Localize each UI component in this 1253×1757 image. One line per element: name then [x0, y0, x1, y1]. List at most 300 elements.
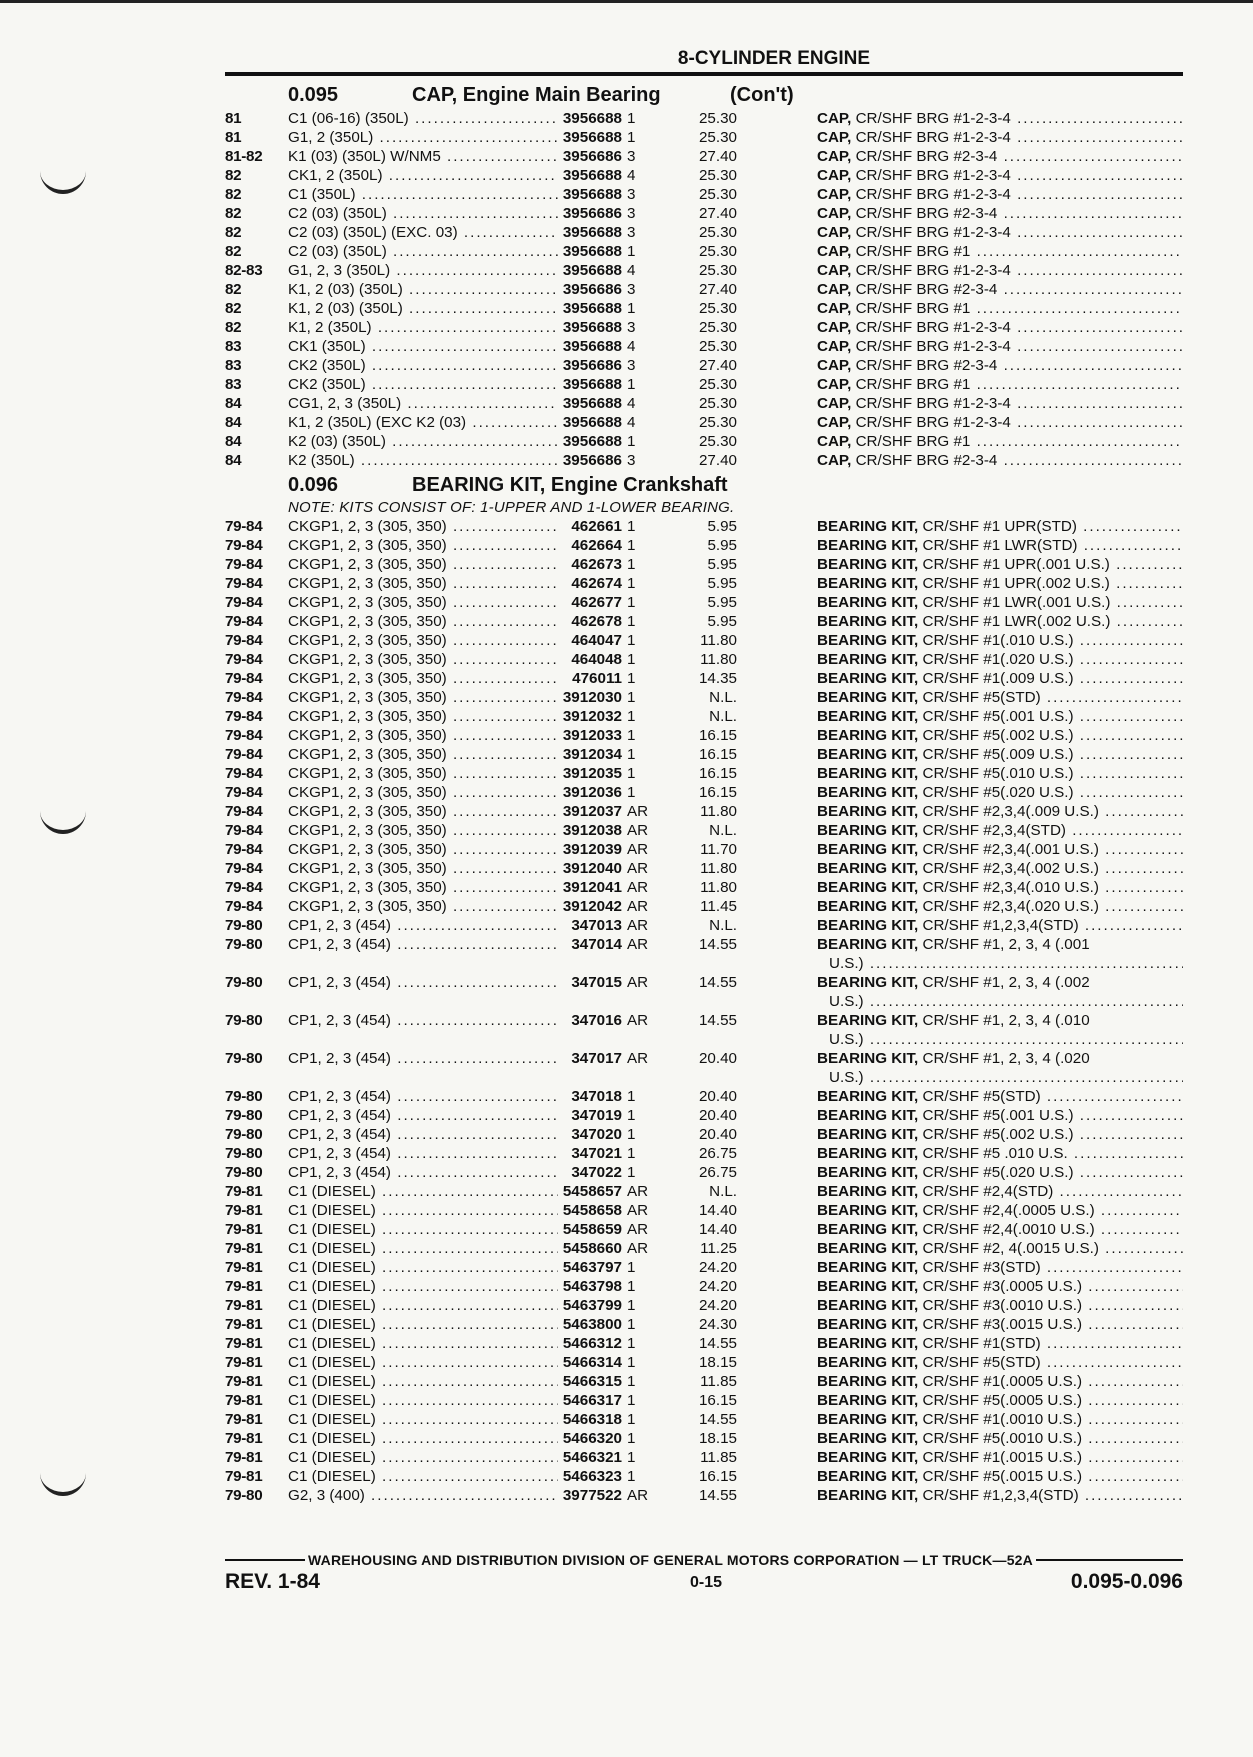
year-cell: 82 — [225, 281, 242, 298]
quantity-cell: AR — [627, 803, 649, 820]
quantity-cell: AR — [627, 1487, 649, 1504]
description-cell — [817, 1201, 1183, 1220]
model-cell: CKGP1, 2, 3 (305, 350) ..... — [288, 536, 558, 555]
table-row — [225, 223, 1183, 242]
description-text: CR/SHF #2,3,4(.010 U.S.) ..... — [923, 879, 1184, 896]
description-text: CR/SHF #5(.010 U.S.) ..... — [923, 765, 1184, 782]
description-text: CR/SHF BRG #2-3-4 ..... — [856, 452, 1183, 469]
description-keyword: BEARING KIT, — [817, 632, 919, 649]
description-text: CR/SHF BRG #1-2-3-4 ..... — [856, 186, 1183, 203]
description-cell — [817, 517, 1183, 536]
model-cell: CKGP1, 2, 3 (305, 350) ..... — [288, 821, 558, 840]
description-cell — [817, 973, 1183, 1011]
quantity-cell: 1 — [627, 784, 636, 801]
description-cell — [817, 1011, 1183, 1049]
description-text: CR/SHF #1 LWR(.001 U.S.) ..... — [923, 594, 1184, 611]
price-cell: 25.30 — [698, 129, 737, 146]
description-keyword: CAP, — [817, 452, 852, 469]
quantity-cell: 1 — [627, 746, 636, 763]
part-number-cell: 464047 — [571, 632, 622, 649]
quantity-cell: 1 — [627, 1373, 636, 1390]
price-cell: 25.30 — [698, 395, 737, 412]
section-cont: (Con't) — [730, 84, 794, 106]
model-cell: CKGP1, 2, 3 (305, 350) ..... — [288, 650, 558, 669]
price-cell: N.L. — [709, 822, 737, 839]
catalog-page — [225, 48, 1183, 1505]
quantity-cell: 1 — [627, 300, 636, 317]
part-number-cell: 3912038 — [562, 822, 622, 839]
model-cell: CKGP1, 2, 3 (305, 350) ..... — [288, 840, 558, 859]
year-cell: 83 — [225, 357, 242, 374]
year-cell: 79-84 — [225, 803, 263, 820]
part-number-cell: 3956688 — [562, 319, 622, 336]
description-cell — [817, 840, 1183, 859]
description-keyword: BEARING KIT, — [817, 1430, 919, 1447]
table-row — [225, 878, 1183, 897]
model-cell: CK2 (350L) ..... — [288, 375, 558, 394]
model-cell: CP1, 2, 3 (454) ..... — [288, 1163, 558, 1182]
model-cell: CKGP1, 2, 3 (305, 350) ..... — [288, 897, 558, 916]
price-cell: 11.45 — [700, 898, 737, 915]
price-cell: N.L. — [709, 917, 737, 934]
description-cell — [817, 147, 1183, 166]
description-text: CR/SHF #1, 2, 3, 4 (.001 — [922, 936, 1090, 953]
description-text: CR/SHF #2, 4(.0015 U.S.) ..... — [923, 1240, 1184, 1257]
part-number-cell: 3956686 — [562, 148, 622, 165]
price-cell: 11.25 — [700, 1240, 737, 1257]
description-keyword: BEARING KIT, — [817, 1050, 919, 1067]
description-text: CR/SHF #1, 2, 3, 4 (.002 — [922, 974, 1090, 991]
price-cell: 5.95 — [707, 556, 737, 573]
quantity-cell: 1 — [627, 670, 636, 687]
description-keyword: BEARING KIT, — [817, 879, 919, 896]
model-cell: CG1, 2, 3 (350L) ..... — [288, 394, 558, 413]
model-cell: CKGP1, 2, 3 (305, 350) ..... — [288, 517, 558, 536]
year-cell: 82 — [225, 319, 242, 336]
quantity-cell: 1 — [627, 433, 636, 450]
description-keyword: BEARING KIT, — [817, 1126, 919, 1143]
quantity-cell: AR — [627, 1240, 649, 1257]
description-keyword: BEARING KIT, — [817, 727, 919, 744]
table-row — [225, 1486, 1183, 1505]
table-row — [225, 1277, 1183, 1296]
description-text: CR/SHF BRG #1 ..... — [856, 433, 1183, 450]
description-text: CR/SHF #1 LWR(STD) ..... — [923, 537, 1184, 554]
model-cell: C1 (DIESEL) ..... — [288, 1182, 558, 1201]
model-cell: CKGP1, 2, 3 (305, 350) ..... — [288, 764, 558, 783]
description-cell — [817, 802, 1183, 821]
description-cell — [817, 337, 1183, 356]
description-continuation: U.S.) ..... — [817, 1030, 1183, 1049]
quantity-cell: 1 — [627, 243, 636, 260]
price-cell: 20.40 — [698, 1126, 737, 1143]
description-keyword: CAP, — [817, 262, 852, 279]
description-cell — [817, 726, 1183, 745]
year-cell: 79-80 — [225, 1164, 263, 1181]
table-row — [225, 337, 1183, 356]
year-cell: 79-81 — [225, 1316, 263, 1333]
description-cell — [817, 1277, 1183, 1296]
price-cell: 11.80 — [700, 651, 737, 668]
model-cell: C1 (DIESEL) ..... — [288, 1201, 558, 1220]
price-cell: 25.30 — [698, 224, 737, 241]
model-cell: C1 (350L) ..... — [288, 185, 558, 204]
part-number-cell: 3912033 — [562, 727, 622, 744]
model-cell: C1 (DIESEL) ..... — [288, 1353, 558, 1372]
year-cell: 79-84 — [225, 708, 263, 725]
description-cell — [817, 745, 1183, 764]
quantity-cell: 4 — [627, 262, 636, 279]
quantity-cell: 1 — [627, 1354, 636, 1371]
table-row — [225, 280, 1183, 299]
model-cell: CP1, 2, 3 (454) ..... — [288, 1144, 558, 1163]
year-cell: 81-82 — [225, 148, 263, 165]
price-cell: 11.85 — [700, 1449, 737, 1466]
price-cell: 20.40 — [698, 1088, 737, 1105]
parts-listing — [225, 80, 1183, 1505]
description-cell — [817, 669, 1183, 688]
binder-hole-mark — [40, 1470, 86, 1496]
description-cell — [817, 1429, 1183, 1448]
year-cell: 79-81 — [225, 1297, 263, 1314]
description-text: CR/SHF #2,3,4(.009 U.S.) ..... — [923, 803, 1184, 820]
part-number-cell: 462673 — [571, 556, 622, 573]
part-number-cell: 5466318 — [562, 1411, 622, 1428]
year-cell: 79-84 — [225, 537, 263, 554]
part-number-cell: 462664 — [571, 537, 622, 554]
model-cell: K2 (03) (350L) ..... — [288, 432, 558, 451]
price-cell: 25.30 — [698, 186, 737, 203]
description-cell — [817, 375, 1183, 394]
description-text: CR/SHF #5(STD) ..... — [923, 1354, 1184, 1371]
section-range: 0.095-0.096 — [1070, 1570, 1183, 1593]
description-text: CR/SHF #5(.0010 U.S.) ..... — [923, 1430, 1184, 1447]
description-keyword: BEARING KIT, — [817, 1373, 919, 1390]
table-row — [225, 783, 1183, 802]
description-text: CR/SHF BRG #1 ..... — [856, 300, 1183, 317]
price-cell: 25.30 — [698, 167, 737, 184]
description-keyword: BEARING KIT, — [817, 1107, 919, 1124]
table-row — [225, 688, 1183, 707]
price-cell: 14.55 — [698, 1012, 737, 1029]
price-cell: 25.30 — [698, 414, 737, 431]
description-cell — [817, 1410, 1183, 1429]
price-cell: 11.80 — [700, 632, 737, 649]
description-cell — [817, 185, 1183, 204]
description-keyword: BEARING KIT, — [817, 708, 919, 725]
model-cell: G1, 2, 3 (350L) ..... — [288, 261, 558, 280]
model-cell: C1 (DIESEL) ..... — [288, 1334, 558, 1353]
year-cell: 79-84 — [225, 670, 263, 687]
description-text: CR/SHF #3(.0005 U.S.) ..... — [923, 1278, 1184, 1295]
part-number-cell: 3956686 — [562, 357, 622, 374]
year-cell: 79-81 — [225, 1335, 263, 1352]
quantity-cell: 3 — [627, 319, 636, 336]
year-cell: 83 — [225, 338, 242, 355]
price-cell: 24.20 — [698, 1297, 737, 1314]
part-number-cell: 5466312 — [562, 1335, 622, 1352]
description-cell — [817, 612, 1183, 631]
price-cell: 14.55 — [698, 974, 737, 991]
year-cell: 84 — [225, 433, 242, 450]
page-header: 8-CYLINDER ENGINE — [677, 48, 871, 69]
description-keyword: CAP, — [817, 243, 852, 260]
description-text: CR/SHF BRG #1 ..... — [856, 376, 1183, 393]
part-number-cell: 3956688 — [562, 167, 622, 184]
model-cell: C1 (DIESEL) ..... — [288, 1372, 558, 1391]
table-row — [225, 1011, 1183, 1049]
part-number-cell: 347014 — [571, 936, 622, 953]
price-cell: N.L. — [709, 1183, 737, 1200]
part-number-cell: 462674 — [571, 575, 622, 592]
part-number-cell: 5466321 — [562, 1449, 622, 1466]
description-cell — [817, 631, 1183, 650]
part-number-cell: 3977522 — [562, 1487, 622, 1504]
quantity-cell: 1 — [627, 1145, 636, 1162]
description-text: CR/SHF BRG #2-3-4 ..... — [856, 148, 1183, 165]
year-cell: 84 — [225, 452, 242, 469]
part-number-cell: 347019 — [571, 1107, 622, 1124]
model-cell: K1, 2 (350L) (EXC K2 (03) ..... — [288, 413, 558, 432]
description-continuation: U.S.) ..... — [817, 954, 1183, 973]
footer-line — [225, 1552, 1183, 1568]
page-number: 0-15 — [690, 1574, 723, 1591]
description-keyword: CAP, — [817, 338, 852, 355]
price-cell: N.L. — [709, 689, 737, 706]
year-cell: 84 — [225, 414, 242, 431]
quantity-cell: 1 — [627, 1430, 636, 1447]
description-keyword: BEARING KIT, — [817, 1183, 919, 1200]
description-cell — [817, 1391, 1183, 1410]
part-number-cell: 3956688 — [562, 224, 622, 241]
description-text: CR/SHF BRG #1-2-3-4 ..... — [856, 262, 1183, 279]
quantity-cell: AR — [627, 974, 649, 991]
description-text: CR/SHF #1, 2, 3, 4 (.020 — [922, 1050, 1090, 1067]
description-text: CR/SHF BRG #1-2-3-4 ..... — [856, 167, 1183, 184]
description-text: CR/SHF #5(.009 U.S.) ..... — [923, 746, 1184, 763]
table-row — [225, 1391, 1183, 1410]
model-cell: CK1, 2 (350L) ..... — [288, 166, 558, 185]
price-cell: 26.75 — [698, 1164, 737, 1181]
model-cell: C1 (DIESEL) ..... — [288, 1467, 558, 1486]
quantity-cell: 4 — [627, 338, 636, 355]
price-cell: 11.80 — [700, 879, 737, 896]
price-cell: 16.15 — [698, 765, 737, 782]
model-cell: CP1, 2, 3 (454) ..... — [288, 1011, 558, 1030]
quantity-cell: 4 — [627, 414, 636, 431]
quantity-cell: 3 — [627, 186, 636, 203]
table-row — [225, 536, 1183, 555]
quantity-cell: 1 — [627, 1468, 636, 1485]
year-cell: 79-81 — [225, 1373, 263, 1390]
year-cell: 79-80 — [225, 1012, 263, 1029]
description-cell — [817, 1220, 1183, 1239]
table-row — [225, 1258, 1183, 1277]
quantity-cell: 3 — [627, 205, 636, 222]
top-edge-line — [0, 0, 1253, 3]
description-keyword: BEARING KIT, — [817, 689, 919, 706]
quantity-cell: AR — [627, 917, 649, 934]
model-cell: CKGP1, 2, 3 (305, 350) ..... — [288, 783, 558, 802]
table-row — [225, 128, 1183, 147]
description-keyword: BEARING KIT, — [817, 898, 919, 915]
section-heading — [225, 80, 1183, 109]
section-title: CAP, Engine Main Bearing — [412, 84, 661, 106]
description-cell — [817, 688, 1183, 707]
year-cell: 82 — [225, 167, 242, 184]
quantity-cell: 3 — [627, 452, 636, 469]
price-cell: 5.95 — [707, 613, 737, 630]
year-cell: 83 — [225, 376, 242, 393]
model-cell: K2 (350L) ..... — [288, 451, 558, 470]
quantity-cell: 1 — [627, 1126, 636, 1143]
description-keyword: BEARING KIT, — [817, 1221, 919, 1238]
description-cell — [817, 166, 1183, 185]
year-cell: 79-81 — [225, 1392, 263, 1409]
year-cell: 79-81 — [225, 1278, 263, 1295]
price-cell: 14.40 — [698, 1202, 737, 1219]
table-row — [225, 1182, 1183, 1201]
table-row — [225, 451, 1183, 470]
year-cell: 79-81 — [225, 1411, 263, 1428]
description-text: CR/SHF BRG #1-2-3-4 ..... — [856, 414, 1183, 431]
model-cell: C1 (DIESEL) ..... — [288, 1239, 558, 1258]
part-number-cell: 3912040 — [562, 860, 622, 877]
description-cell — [817, 764, 1183, 783]
part-number-cell: 3912035 — [562, 765, 622, 782]
description-text: CR/SHF #1 UPR(STD) ..... — [923, 518, 1184, 535]
price-cell: 11.70 — [700, 841, 737, 858]
description-keyword: BEARING KIT, — [817, 556, 919, 573]
year-cell: 79-84 — [225, 746, 263, 763]
table-row — [225, 555, 1183, 574]
description-keyword: BEARING KIT, — [817, 860, 919, 877]
description-keyword: CAP, — [817, 300, 852, 317]
description-text: CR/SHF #1(.009 U.S.) ..... — [923, 670, 1184, 687]
price-cell: 14.55 — [698, 1411, 737, 1428]
description-text: CR/SHF #5(.001 U.S.) ..... — [923, 708, 1184, 725]
table-row — [225, 299, 1183, 318]
part-number-cell: 3912042 — [562, 898, 622, 915]
part-number-cell: 476011 — [572, 670, 622, 687]
description-text: CR/SHF #1,2,3,4(STD) ..... — [923, 1487, 1184, 1504]
description-text: CR/SHF #2,3,4(STD) ..... — [923, 822, 1184, 839]
year-cell: 82 — [225, 186, 242, 203]
description-keyword: BEARING KIT, — [817, 1411, 919, 1428]
model-cell: C1 (DIESEL) ..... — [288, 1258, 558, 1277]
quantity-cell: 3 — [627, 224, 636, 241]
table-row — [225, 1106, 1183, 1125]
page-footer — [225, 1552, 1183, 1596]
year-cell: 79-84 — [225, 841, 263, 858]
description-cell — [817, 318, 1183, 337]
table-row — [225, 1410, 1183, 1429]
description-text: CR/SHF #2,3,4(.002 U.S.) ..... — [923, 860, 1184, 877]
description-cell — [817, 1296, 1183, 1315]
description-keyword: BEARING KIT, — [817, 1088, 919, 1105]
description-text: CR/SHF BRG #1 ..... — [856, 243, 1183, 260]
model-cell: CKGP1, 2, 3 (305, 350) ..... — [288, 574, 558, 593]
description-keyword: BEARING KIT, — [817, 594, 919, 611]
year-cell: 79-84 — [225, 518, 263, 535]
year-cell: 79-81 — [225, 1430, 263, 1447]
part-number-cell: 3956686 — [562, 281, 622, 298]
price-cell: 27.40 — [698, 281, 737, 298]
description-keyword: BEARING KIT, — [817, 537, 919, 554]
section-title: BEARING KIT, Engine Crankshaft — [412, 474, 728, 496]
table-row — [225, 1315, 1183, 1334]
price-cell: 25.30 — [698, 376, 737, 393]
model-cell: CKGP1, 2, 3 (305, 350) ..... — [288, 593, 558, 612]
part-number-cell: 5466315 — [562, 1373, 622, 1390]
price-cell: 16.15 — [698, 784, 737, 801]
part-number-cell: 5458660 — [562, 1240, 622, 1257]
part-number-cell: 3956686 — [562, 452, 622, 469]
price-cell: 20.40 — [698, 1050, 737, 1067]
description-keyword: BEARING KIT, — [817, 1392, 919, 1409]
part-number-cell: 5463799 — [562, 1297, 622, 1314]
quantity-cell: AR — [627, 841, 649, 858]
description-text: CR/SHF #5(.001 U.S.) ..... — [923, 1107, 1184, 1124]
part-number-cell: 5458657 — [562, 1183, 622, 1200]
model-cell: CKGP1, 2, 3 (305, 350) ..... — [288, 707, 558, 726]
table-row — [225, 242, 1183, 261]
year-cell: 79-81 — [225, 1240, 263, 1257]
description-cell — [817, 1315, 1183, 1334]
description-text: CR/SHF #2,4(STD) ..... — [923, 1183, 1184, 1200]
table-row — [225, 574, 1183, 593]
year-cell: 82 — [225, 224, 242, 241]
part-number-cell: 3956688 — [562, 129, 622, 146]
description-keyword: BEARING KIT, — [817, 1335, 919, 1352]
description-cell — [817, 1163, 1183, 1182]
description-keyword: BEARING KIT, — [817, 613, 919, 630]
description-continuation: U.S.) ..... — [817, 992, 1183, 1011]
year-cell: 79-80 — [225, 1088, 263, 1105]
table-row — [225, 1163, 1183, 1182]
description-keyword: CAP, — [817, 319, 852, 336]
price-cell: 5.95 — [707, 537, 737, 554]
description-cell — [817, 1087, 1183, 1106]
part-number-cell: 462661 — [571, 518, 622, 535]
model-cell: C1 (DIESEL) ..... — [288, 1296, 558, 1315]
part-number-cell: 3956688 — [562, 262, 622, 279]
quantity-cell: AR — [627, 860, 649, 877]
quantity-cell: 1 — [627, 1449, 636, 1466]
table-row — [225, 1429, 1183, 1448]
description-cell — [817, 859, 1183, 878]
description-text: CR/SHF #5(STD) ..... — [923, 1088, 1184, 1105]
description-text: CR/SHF #5(.0005 U.S.) ..... — [923, 1392, 1184, 1409]
year-cell: 79-84 — [225, 860, 263, 877]
part-number-cell: 462678 — [571, 613, 622, 630]
description-continuation: U.S.) ..... — [817, 1068, 1183, 1087]
quantity-cell: 4 — [627, 395, 636, 412]
quantity-cell: 1 — [627, 1335, 636, 1352]
quantity-cell: 1 — [627, 1259, 636, 1276]
model-cell: C1 (DIESEL) ..... — [288, 1391, 558, 1410]
description-keyword: BEARING KIT, — [817, 1240, 919, 1257]
description-keyword: CAP, — [817, 167, 852, 184]
description-text: CR/SHF #1(.0005 U.S.) ..... — [923, 1373, 1184, 1390]
binder-hole-mark — [40, 168, 86, 194]
quantity-cell: AR — [627, 1202, 649, 1219]
description-cell — [817, 242, 1183, 261]
part-number-cell: 3912032 — [562, 708, 622, 725]
description-keyword: CAP, — [817, 433, 852, 450]
part-number-cell: 347022 — [571, 1164, 622, 1181]
description-cell — [817, 204, 1183, 223]
